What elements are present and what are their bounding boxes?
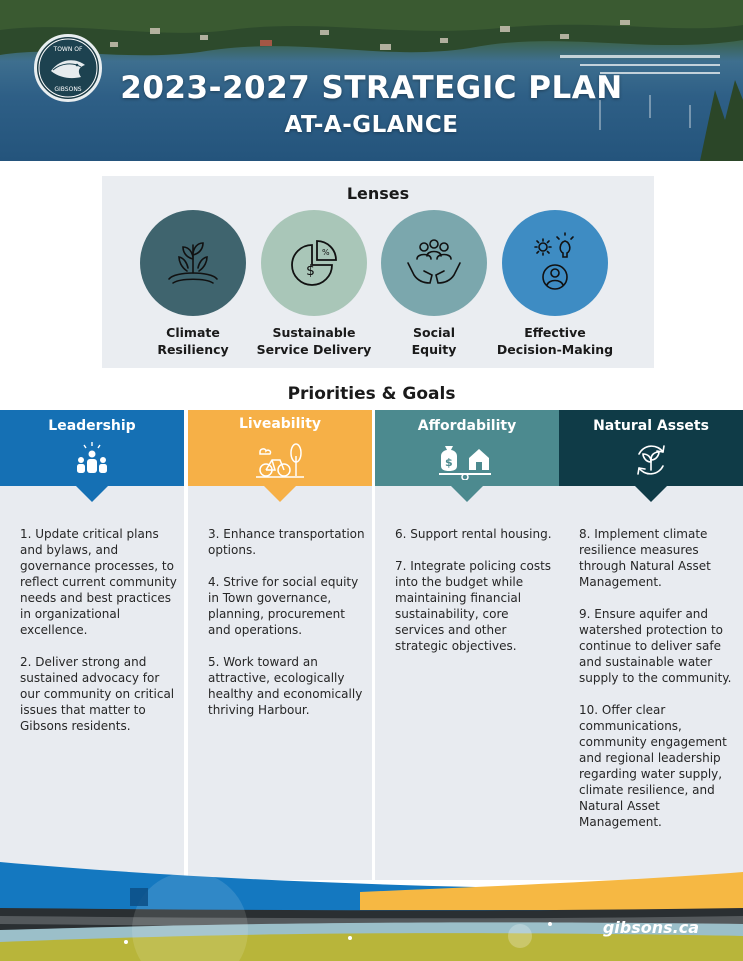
leader-group-icon [72,440,112,480]
svg-text:$: $ [306,263,315,279]
gear-bulb-person-icon [502,210,608,316]
priority-arrow [451,486,483,502]
priority-column-natural-assets [559,410,743,880]
page-title: 2023-2027 STRATEGIC PLAN [120,70,623,106]
priority-title: Liveability [238,416,322,432]
priority-header [375,410,559,486]
goal-item: 5. Work toward an attractive, ecologically healthy and economically thriving Harbour. [208,655,363,717]
priorities-title: Priorities & Goals [287,384,456,404]
lens-effective-decision-making [490,210,620,358]
goals-list [208,526,368,734]
svg-text:GIBSONS: GIBSONS [54,86,82,93]
svg-text:%: % [322,248,330,257]
money-house-balance-icon [435,440,495,480]
money-pie-chart-icon [261,210,367,316]
goals-list [20,526,180,750]
lens-label-line1: Climate [166,325,220,340]
goal-item: 3. Enhance transportation options. [208,527,365,557]
priority-title: Natural Assets [593,418,709,434]
lens-label-line1: Sustainable [272,325,356,340]
website-link[interactable]: gibsons.ca [602,918,699,937]
goal-item: 9. Ensure aquifer and watershed protection to continue to deliver safe and sustainable water supply to the community. [579,607,732,685]
lens-label-line1: Social [412,325,455,340]
priority-header [188,410,372,486]
bicycle-tree-icon [254,440,306,480]
goal-item: 4. Strive for social equity in Town governance, planning, procurement and operations. [208,575,359,637]
priority-title: Affordability [417,418,517,434]
lenses-panel [102,176,654,368]
lens-social-equity [369,210,499,358]
page-subtitle: AT-A-GLANCE [284,112,459,138]
goal-item: 2. Deliver strong and sustained advocacy for our community on critical issues that matter to Gibsons residents. [20,655,175,733]
lens-sustainable-service-delivery [249,210,379,358]
footer-waves [0,850,743,961]
goal-item: 10. Offer clear communications, community engagement and regional leadership regarding water supply, climate resilience, and Natural Asset Management. [579,703,727,829]
goal-item: 1. Update critical plans and bylaws, and governance processes, to reflect current community needs and best practices in organizational excellence. [20,527,177,637]
lens-label-line2: Resiliency [157,342,229,357]
priority-column-liveability [188,410,372,880]
lenses-title: Lenses [346,184,410,203]
lens-label-line2: Decision-Making [496,342,614,357]
plant-globe-icon [140,210,246,316]
hero-banner [0,0,743,161]
goal-item: 8. Implement climate resilience measures through Natural Asset Management. [579,527,711,589]
priority-arrow [264,486,296,502]
priority-arrow [635,486,667,502]
priority-column-leadership [0,410,184,880]
svg-text:TOWN OF: TOWN OF [53,46,83,53]
priority-arrow [76,486,108,502]
priority-column-affordability [375,410,559,880]
lens-label-line2: Service Delivery [256,342,372,357]
lens-label-line1: Effective [524,325,586,340]
goals-list [579,526,739,846]
svg-text:$: $ [445,456,453,469]
goal-item: 6. Support rental housing. [395,527,552,541]
lens-climate-resiliency [128,210,258,358]
recycle-leaf-icon [631,440,671,480]
priority-header [559,410,743,486]
people-hands-icon [381,210,487,316]
goal-item: 7. Integrate policing costs into the budget while maintaining financial sustainability, core services and other strategic objectives. [395,559,552,653]
lens-label-line2: Equity [411,342,457,357]
priority-title: Leadership [48,418,136,434]
priority-header [0,410,184,486]
goals-list [395,526,555,670]
